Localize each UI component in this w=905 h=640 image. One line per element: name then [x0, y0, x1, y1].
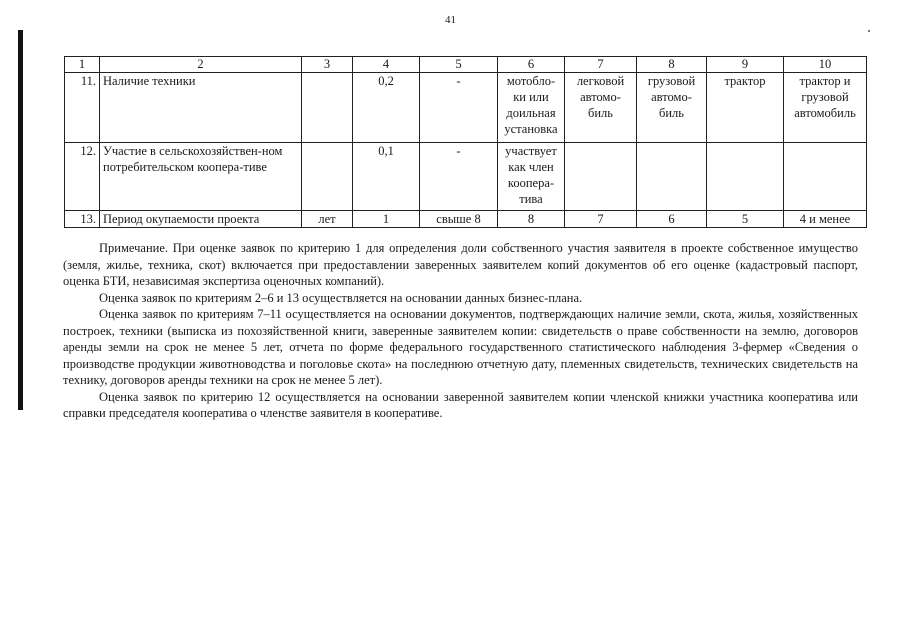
table-cell: Наличие техники — [100, 73, 302, 143]
table-cell: 0,2 — [353, 73, 420, 143]
binding-edge — [18, 30, 23, 410]
header-cell: 5 — [420, 57, 498, 73]
table-cell: 11. — [65, 73, 100, 143]
header-cell: 7 — [565, 57, 637, 73]
table-cell — [302, 143, 353, 211]
table-cell: 1 — [353, 211, 420, 228]
table-cell: грузовой автомо-биль — [637, 73, 707, 143]
table-cell — [565, 143, 637, 211]
table-cell: легковой автомо-биль — [565, 73, 637, 143]
table-cell: 4 и менее — [784, 211, 867, 228]
scan-speck — [868, 30, 870, 32]
table-row — [65, 73, 867, 143]
header-cell: 10 — [784, 57, 867, 73]
table-header-row — [65, 57, 867, 73]
table-cell: трактор и грузовой автомобиль — [784, 73, 867, 143]
table-cell: трактор — [707, 73, 784, 143]
table-cell: лет — [302, 211, 353, 228]
header-cell: 1 — [65, 57, 100, 73]
table-cell: 7 — [565, 211, 637, 228]
table-cell: 8 — [498, 211, 565, 228]
table-row — [65, 143, 867, 211]
table-cell: Участие в сельскохозяйствен-ном потребительском коопера-тиве — [100, 143, 302, 211]
note-paragraph: Примечание. При оценке заявок по критерию 1 для определения доли собственного участия заявителя в проекте собственное имущество (земля, жилье, техника, скот) включается при предоставлении заверенных заявителем копий документов об его оценке (кадастровый паспорт, оценка БТИ, независимая экспертиза оценочных компаний). — [63, 241, 858, 288]
table-cell: 6 — [637, 211, 707, 228]
note-paragraph: Оценка заявок по критериям 2–6 и 13 осуществляется на основании данных бизнес-плана. — [99, 290, 583, 305]
criteria-table — [64, 56, 867, 228]
header-cell: 4 — [353, 57, 420, 73]
notes-section — [63, 240, 858, 422]
table-cell: мотобло-ки или доильная установка — [498, 73, 565, 143]
table-cell: Период окупаемости проекта — [100, 211, 302, 228]
table-cell: участвует как член коопера-тива — [498, 143, 565, 211]
header-cell: 8 — [637, 57, 707, 73]
table-cell: 5 — [707, 211, 784, 228]
table-cell: 0,1 — [353, 143, 420, 211]
note-paragraph: Оценка заявок по критериям 7–11 осуществляется на основании документов, подтверждающих наличие земли, скота, жилья, хозяйственных построек, техники (выписка из похозяйственной книги, заверенные заявителем копии: свидетельств о праве собственности на землю, договоров аренды земли на срок не менее 5 лет, отчета по форме федерального государственного статистического наблюдения 3-фермер «Сведения о производстве продукции животноводства и поголовье скота» на последнюю отчетную дату, племенных свидетельств, технических свидетельств на технику, договоров аренды техники на срок не менее 5 лет). — [63, 307, 858, 387]
header-cell: 6 — [498, 57, 565, 73]
note-paragraph: Оценка заявок по критерию 12 осуществляется на основании заверенной заявителем копии членской книжки участника кооператива или справки председателя кооператива о членстве заявителя в кооперативе. — [63, 389, 858, 420]
table-cell — [707, 143, 784, 211]
table-row — [65, 211, 867, 228]
page-number: 41 — [445, 14, 456, 26]
table-cell: 12. — [65, 143, 100, 211]
table-cell: свыше 8 — [420, 211, 498, 228]
table-cell: 13. — [65, 211, 100, 228]
table-cell — [637, 143, 707, 211]
header-cell: 2 — [100, 57, 302, 73]
table-cell: - — [420, 73, 498, 143]
table-cell: - — [420, 143, 498, 211]
table-cell — [784, 143, 867, 211]
table-cell — [302, 73, 353, 143]
header-cell: 3 — [302, 57, 353, 73]
header-cell: 9 — [707, 57, 784, 73]
